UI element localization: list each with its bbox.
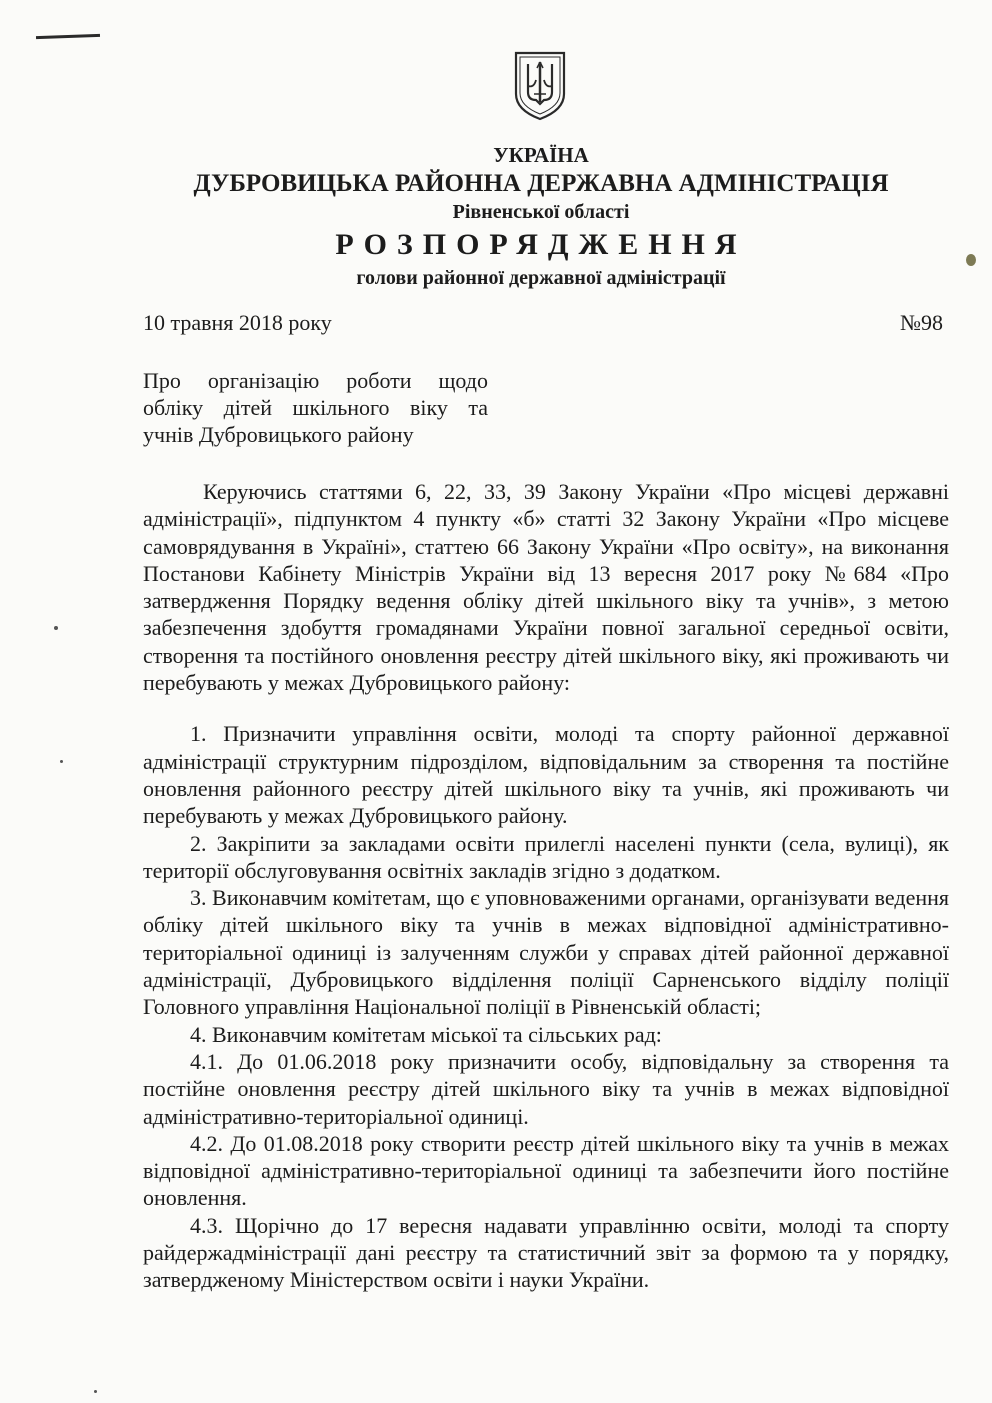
subject-line: обліку дітей шкільного віку та (143, 395, 488, 420)
order-item: 4.2. До 01.08.2018 року створити реєстр дітей шкільного віку та учнів в межах відповідної адміністративно-територіальної одиниці та забезпечити його постійне оновлення. (143, 1130, 949, 1211)
subject-line: Про організацію роботи щодо (143, 368, 488, 393)
subject-line: учнів Дубровицького району (143, 422, 414, 447)
order-item: 2. Закріпити за закладами освіти прилеглі населені пункти (села, вулиці), як території обслуговування освітніх закладів згідно з додатком. (143, 830, 949, 883)
coat-of-arms-icon (512, 50, 568, 122)
document-header (0, 142, 992, 291)
document-date: 10 травня 2018 року (143, 310, 332, 335)
scan-speck (966, 254, 976, 266)
region-name: Рівненської області (452, 201, 630, 223)
document-type: РОЗПОРЯДЖЕННЯ (335, 228, 747, 261)
order-item: 3. Виконавчим комітетам, що є уповноваженими органами, організувати ведення обліку дітей шкільного віку та учнів в межах відповідної адміністративно-територіальної одиниці із залученням служби у справах дітей районної державної адміністрації, Дубровицького відділення поліції Сарненського відділу поліції Головного управління Національної поліції в Рівненській області; (143, 885, 949, 1020)
document-subtitle: голови районної державної адміністрації (356, 267, 726, 289)
order-item: 4.1. До 01.06.2018 року призначити особу, відповідальну за створення та постійне оновлення реєстру дітей шкільного віку та учнів в межах відповідної адміністративно-територіальної одиниці. (143, 1048, 949, 1129)
order-item: 4. Виконавчим комітетам міської та сільських рад: (190, 1021, 662, 1047)
margin-mark (36, 34, 100, 39)
preamble-paragraph: Керуючись статтями 6, 22, 33, 39 Закону України «Про місцеві державні адміністрації», підпунктом 4 пункту «б» статті 32 Закону України «Про місцеве самоврядування в Україні», статтею 66 Закону України «Про освіту», на виконання Постанови Кабінету Міністрів України від 13 вересня 2017 року №684 «Про затвердження Порядку ведення обліку дітей шкільного віку та учнів», з метою забезпечення здобуття громадянами України повної загальної середньої освіти, створення та постійного оновлення реєстру дітей шкільного віку, які проживають чи перебувають у межах Дубровицького району: (143, 479, 949, 696)
country-name: УКРАЇНА (493, 143, 589, 167)
document-body (143, 478, 949, 1294)
administration-name: ДУБРОВИЦЬКА РАЙОННА ДЕРЖАВНА АДМІНІСТРАЦІЯ (193, 170, 889, 197)
document-number: №98 (900, 310, 943, 335)
order-item: 4.3. Щорічно до 17 вересня надавати управлінню освіти, молоді та спорту райдержадміністрації дані реєстру та статистичний звіт за формою та у порядку, затвердженому Міністерством освіти і науки України. (143, 1212, 949, 1293)
document-subject (143, 367, 488, 448)
scan-speck (60, 760, 63, 763)
scan-speck (54, 626, 58, 630)
scan-speck (94, 1390, 97, 1393)
order-item: 1. Призначити управління освіти, молоді та спорту районної державної адміністрації структурним підрозділом, відповідальним за створення та постійне оновлення районного реєстру дітей шкільного віку та учнів, які проживають чи перебувають у межах Дубровицького району. (143, 721, 949, 829)
